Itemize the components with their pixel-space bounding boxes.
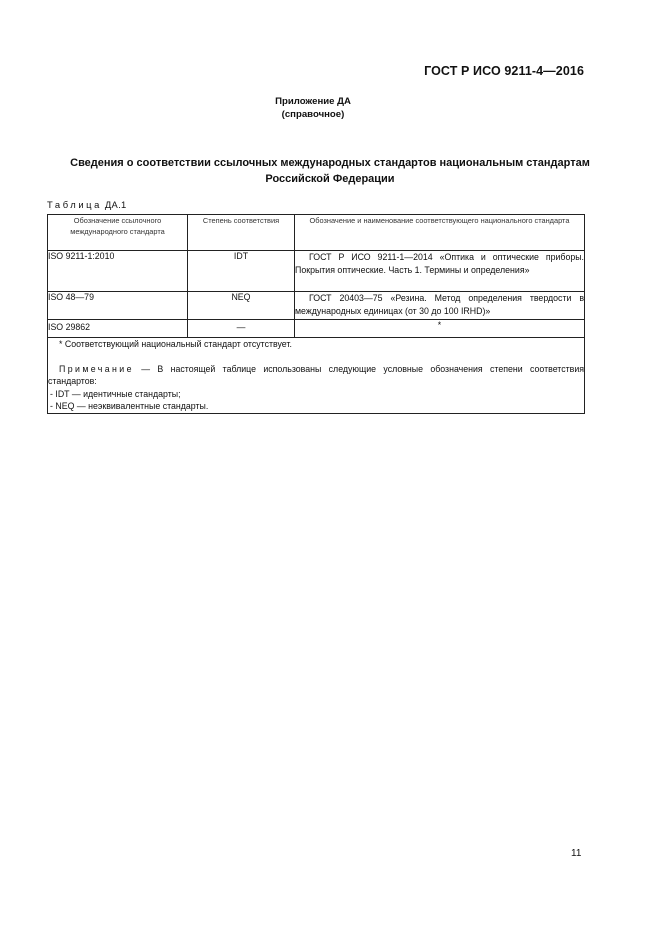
section-title-line-2: Российской Федерации [265,173,395,185]
table-notes [48,338,585,414]
table-header-row [48,215,585,251]
table-notes-row [48,338,585,414]
cell-degree: — [188,320,295,338]
header-degree-of-correspondence: Степень соответствия [188,215,295,251]
header-international-standard: Обозначение ссылочного международного стандарта [48,215,188,251]
note-paragraph [48,363,584,388]
cell-standard: ISO 9211-1:2010 [48,251,188,292]
note-text: — В настоящей таблице использованы следующие условные обозначения степени соответствия стандартов: [48,363,584,386]
standards-correspondence-table [47,214,585,414]
appendix-subtitle: (справочное) [281,109,345,120]
table-caption-prefix: Таблица [47,199,102,210]
appendix-title: Приложение ДА [275,96,351,107]
cell-degree: NEQ [188,292,295,320]
table-caption-number: ДА.1 [104,199,127,210]
note-bullet-neq: - NEQ — неэквивалентные стандарты. [50,401,209,411]
note-bullet-idt: - IDT — идентичные стандарты; [50,388,181,399]
table-row [48,320,585,338]
page-number: 11 [571,848,582,859]
cell-standard: ISO 29862 [48,320,188,338]
cell-national: ГОСТ Р ИСО 9211-1—2014 «Оптика и оптические приборы. Покрытия оптические. Часть 1. Термины и определения» [295,251,585,292]
document-code: ГОСТ Р ИСО 9211-4—2016 [424,64,584,78]
cell-national: * [295,320,585,338]
header-national-standard: Обозначение и наименование соответствующего национального стандарта [295,215,585,251]
note-label: Примечание [59,363,134,374]
table-row [48,292,585,320]
table-caption [47,199,127,210]
cell-national: ГОСТ 20403—75 «Резина. Метод определения твердости в международных единицах (от 30 до 100 IRHD)» [295,292,585,320]
section-title-line-1: Сведения о соответствии ссылочных международных стандартов национальным стандартам [70,157,590,169]
section-title [40,155,620,187]
cell-standard: ISO 48—79 [48,292,188,320]
cell-degree: IDT [188,251,295,292]
table-row [48,251,585,292]
footnote: * Соответствующий национальный стандарт отсутствует. [59,339,292,349]
